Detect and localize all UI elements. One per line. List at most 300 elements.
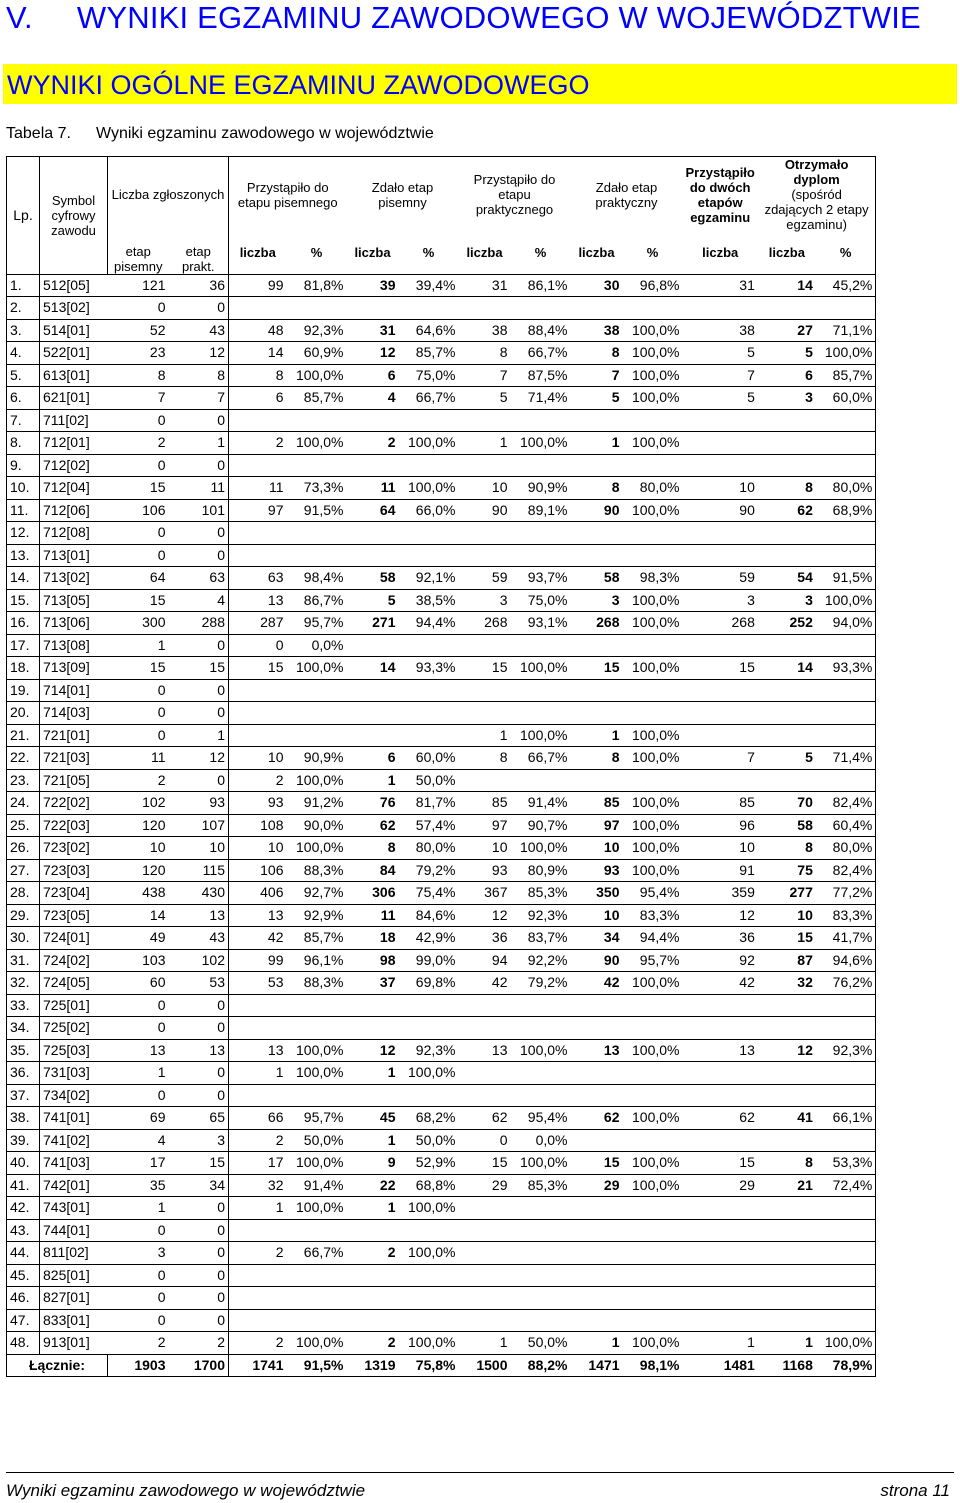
cell-value: 10 (683, 837, 758, 860)
table-row (7, 1219, 876, 1242)
cell-value (683, 702, 758, 725)
cell-value: 36 (459, 927, 511, 950)
cell-value (287, 1219, 347, 1242)
cell-value: 92,3% (511, 904, 571, 927)
cell-value: 22 (347, 1174, 399, 1197)
cell-value (459, 1062, 511, 1085)
row-number: 5. (7, 364, 40, 387)
table-row (7, 792, 876, 815)
table-row (7, 589, 876, 612)
cell-value: 29 (459, 1174, 511, 1197)
table-row (7, 454, 876, 477)
cell-value (229, 724, 287, 747)
cell-value (683, 1219, 758, 1242)
profession-code: 513[02] (40, 297, 108, 320)
cell-value (816, 994, 876, 1017)
cell-value (459, 1287, 511, 1310)
table-row (7, 724, 876, 747)
cell-value: 85,7% (287, 387, 347, 410)
cell-value (347, 994, 399, 1017)
cell-value: 306 (347, 882, 399, 905)
total-value: 1903 (108, 1354, 169, 1377)
cell-value: 11 (169, 477, 229, 500)
total-label: Łącznie: (7, 1354, 108, 1377)
cell-value (459, 634, 511, 657)
cell-value (816, 1062, 876, 1085)
cell-value: 93,3% (816, 657, 876, 680)
cell-value (511, 1309, 571, 1332)
table-row (7, 1039, 876, 1062)
row-number: 43. (7, 1219, 40, 1242)
cell-value: 93,7% (511, 567, 571, 590)
cell-value: 0 (108, 1084, 169, 1107)
cell-value: 0 (108, 679, 169, 702)
cell-value: 106 (229, 859, 287, 882)
cell-value: 92,9% (287, 904, 347, 927)
cell-value: 68,9% (816, 499, 876, 522)
cell-value (816, 1129, 876, 1152)
cell-value: 95,7% (623, 949, 683, 972)
cell-value (571, 1084, 623, 1107)
results-table (6, 156, 876, 1377)
cell-value (758, 1264, 816, 1287)
cell-value: 300 (108, 612, 169, 635)
table-row (7, 927, 876, 950)
cell-value (816, 544, 876, 567)
cell-value: 85,7% (287, 927, 347, 950)
cell-value (347, 1219, 399, 1242)
cell-value: 100,0% (511, 1152, 571, 1175)
table-row (7, 544, 876, 567)
cell-value: 82,4% (816, 792, 876, 815)
cell-value (347, 297, 399, 320)
cell-value (459, 994, 511, 1017)
cell-value (459, 522, 511, 545)
cell-value (816, 432, 876, 455)
cell-value (571, 1264, 623, 1287)
cell-value: 2 (108, 769, 169, 792)
profession-code: 741[03] (40, 1152, 108, 1175)
cell-value: 8 (347, 837, 399, 860)
cell-value: 32 (758, 972, 816, 995)
cell-value: 38 (459, 319, 511, 342)
profession-code: 613[01] (40, 364, 108, 387)
cell-value: 10 (229, 837, 287, 860)
cell-value: 100,0% (623, 792, 683, 815)
cell-value: 7 (169, 387, 229, 410)
profession-code: 621[01] (40, 387, 108, 410)
cell-value (816, 1264, 876, 1287)
cell-value: 48 (229, 319, 287, 342)
cell-value: 75,4% (399, 882, 459, 905)
row-number: 2. (7, 297, 40, 320)
row-number: 29. (7, 904, 40, 927)
cell-value (229, 1264, 287, 1287)
cell-value: 86,7% (287, 589, 347, 612)
cell-value: 63 (169, 567, 229, 590)
table-row (7, 904, 876, 927)
cell-value: 58 (758, 814, 816, 837)
sub-liczba: liczba (466, 245, 503, 261)
profession-code: 723[05] (40, 904, 108, 927)
cell-value: 50,0% (511, 1332, 571, 1355)
cell-value: 32 (229, 1174, 287, 1197)
cell-value: 100,0% (623, 342, 683, 365)
cell-value: 91,4% (287, 1174, 347, 1197)
cell-value: 115 (169, 859, 229, 882)
cell-value: 75,0% (399, 364, 459, 387)
profession-code: 713[09] (40, 657, 108, 680)
cell-value: 0 (229, 634, 287, 657)
cell-value: 0 (169, 454, 229, 477)
cell-value (459, 679, 511, 702)
row-number: 14. (7, 567, 40, 590)
row-number: 12. (7, 522, 40, 545)
cell-value: 87,5% (511, 364, 571, 387)
cell-value: 100,0% (287, 837, 347, 860)
cell-value: 83,3% (816, 904, 876, 927)
cell-value: 3 (571, 589, 623, 612)
cell-value: 0 (169, 679, 229, 702)
cell-value: 43 (169, 319, 229, 342)
cell-value: 100,0% (816, 342, 876, 365)
cell-value: 100,0% (399, 1197, 459, 1220)
profession-code: 522[01] (40, 342, 108, 365)
cell-value: 15 (758, 927, 816, 950)
row-number: 20. (7, 702, 40, 725)
cell-value (347, 634, 399, 657)
total-value: 1741 (229, 1354, 287, 1377)
cell-value (683, 1084, 758, 1107)
cell-value: 66,7% (511, 747, 571, 770)
cell-value: 3 (169, 1129, 229, 1152)
cell-value: 252 (758, 612, 816, 635)
cell-value (571, 1309, 623, 1332)
table-row (7, 1309, 876, 1332)
table-row (7, 499, 876, 522)
cell-value: 90 (571, 949, 623, 972)
cell-value: 100,0% (816, 589, 876, 612)
table-row (7, 1017, 876, 1040)
cell-value: 79,2% (511, 972, 571, 995)
cell-value: 97 (229, 499, 287, 522)
cell-value: 287 (229, 612, 287, 635)
col-zdalo-prakt: Zdało etap praktyczny (571, 157, 683, 233)
cell-value: 85,7% (399, 342, 459, 365)
col-przyst-pis: Przystąpiło do etapu pisemnego (229, 157, 347, 233)
cell-value: 52 (108, 319, 169, 342)
cell-value: 42,9% (399, 927, 459, 950)
cell-value: 80,0% (816, 477, 876, 500)
table-row (7, 1152, 876, 1175)
profession-code: 723[03] (40, 859, 108, 882)
cell-value: 107 (169, 814, 229, 837)
cell-value: 100,0% (399, 1332, 459, 1355)
table-row (7, 882, 876, 905)
profession-code: 714[01] (40, 679, 108, 702)
cell-value: 100,0% (623, 972, 683, 995)
cell-value: 7 (108, 387, 169, 410)
cell-value: 100,0% (287, 364, 347, 387)
cell-value (816, 1017, 876, 1040)
profession-code: 713[01] (40, 544, 108, 567)
cell-value: 2 (229, 432, 287, 455)
cell-value: 268 (571, 612, 623, 635)
profession-code: 825[01] (40, 1264, 108, 1287)
cell-value (816, 769, 876, 792)
cell-value: 59 (683, 567, 758, 590)
cell-value (816, 634, 876, 657)
total-value: 88,2% (511, 1354, 571, 1377)
row-number: 7. (7, 409, 40, 432)
cell-value: 6 (758, 364, 816, 387)
cell-value: 100,0% (511, 1039, 571, 1062)
cell-value (229, 454, 287, 477)
table-row (7, 747, 876, 770)
cell-value (758, 724, 816, 747)
cell-value: 92 (683, 949, 758, 972)
cell-value: 13 (459, 1039, 511, 1062)
cell-value: 10 (459, 477, 511, 500)
cell-value (758, 1062, 816, 1085)
cell-value: 1 (347, 1197, 399, 1220)
cell-value (816, 454, 876, 477)
cell-value: 1 (229, 1062, 287, 1085)
cell-value (287, 1017, 347, 1040)
cell-value (571, 994, 623, 1017)
cell-value (683, 634, 758, 657)
total-row (7, 1354, 876, 1377)
cell-value (758, 1219, 816, 1242)
cell-value: 36 (169, 274, 229, 297)
cell-value (571, 1129, 623, 1152)
table-row (7, 859, 876, 882)
sub-liczba: liczba (702, 245, 739, 261)
row-number: 34. (7, 1017, 40, 1040)
cell-value: 83,7% (511, 927, 571, 950)
cell-value: 100,0% (623, 319, 683, 342)
cell-value (459, 1242, 511, 1265)
cell-value (623, 1084, 683, 1107)
cell-value: 3 (108, 1242, 169, 1265)
cell-value (511, 1242, 571, 1265)
row-number: 1. (7, 274, 40, 297)
cell-value (816, 297, 876, 320)
cell-value (571, 769, 623, 792)
row-number: 21. (7, 724, 40, 747)
profession-code: 833[01] (40, 1309, 108, 1332)
cell-value: 62 (683, 1107, 758, 1130)
cell-value: 42 (571, 972, 623, 995)
cell-value: 13 (683, 1039, 758, 1062)
row-number: 13. (7, 544, 40, 567)
cell-value: 10 (571, 904, 623, 927)
subheading-text: WYNIKI OGÓLNE EGZAMINU ZAWODOWEGO (7, 70, 590, 100)
cell-value: 43 (169, 927, 229, 950)
sub-liczba: liczba (354, 245, 391, 261)
cell-value: 100,0% (623, 724, 683, 747)
profession-code: 741[01] (40, 1107, 108, 1130)
total-value: 1168 (758, 1354, 816, 1377)
cell-value: 92,3% (816, 1039, 876, 1062)
cell-value: 4 (347, 387, 399, 410)
table-row (7, 477, 876, 500)
cell-value: 87 (758, 949, 816, 972)
cell-value (758, 454, 816, 477)
cell-value: 31 (347, 319, 399, 342)
cell-value: 98,4% (287, 567, 347, 590)
cell-value: 0 (108, 409, 169, 432)
profession-code: 721[05] (40, 769, 108, 792)
cell-value: 42 (459, 972, 511, 995)
cell-value: 359 (683, 882, 758, 905)
cell-value: 97 (459, 814, 511, 837)
profession-code: 722[02] (40, 792, 108, 815)
cell-value: 29 (571, 1174, 623, 1197)
cell-value: 93,3% (399, 657, 459, 680)
row-number: 33. (7, 994, 40, 1017)
cell-value: 15 (108, 589, 169, 612)
cell-value: 8 (758, 837, 816, 860)
cell-value: 100,0% (623, 657, 683, 680)
cell-value: 5 (571, 387, 623, 410)
cell-value: 90 (683, 499, 758, 522)
col-otrzymalo-sub: (spośród zdających 2 etapy egzaminu) (764, 187, 869, 232)
profession-code: 724[01] (40, 927, 108, 950)
cell-value (571, 522, 623, 545)
cell-value: 8 (571, 477, 623, 500)
cell-value (287, 297, 347, 320)
cell-value (571, 409, 623, 432)
cell-value (287, 454, 347, 477)
cell-value (347, 724, 399, 747)
total-value: 1319 (347, 1354, 399, 1377)
cell-value: 13 (108, 1039, 169, 1062)
cell-value (229, 679, 287, 702)
table-row (7, 1264, 876, 1287)
cell-value: 7 (459, 364, 511, 387)
cell-value: 90,9% (511, 477, 571, 500)
row-number: 16. (7, 612, 40, 635)
cell-value: 15 (108, 477, 169, 500)
cell-value (399, 994, 459, 1017)
cell-value (623, 679, 683, 702)
cell-value (399, 1017, 459, 1040)
cell-value: 1 (571, 724, 623, 747)
sub-liczba: liczba (768, 245, 805, 261)
cell-value: 64 (108, 567, 169, 590)
row-number: 11. (7, 499, 40, 522)
cell-value: 10 (683, 477, 758, 500)
row-number: 23. (7, 769, 40, 792)
cell-value: 92,7% (287, 882, 347, 905)
cell-value: 53,3% (816, 1152, 876, 1175)
row-number: 25. (7, 814, 40, 837)
total-value: 75,8% (399, 1354, 459, 1377)
profession-code: 514[01] (40, 319, 108, 342)
cell-value (816, 1084, 876, 1107)
cell-value: 5 (683, 342, 758, 365)
row-number: 47. (7, 1309, 40, 1332)
cell-value: 0 (169, 522, 229, 545)
page-number: strona 11 (880, 1481, 950, 1500)
cell-value (758, 1129, 816, 1152)
cell-value: 0 (169, 1309, 229, 1332)
cell-value (229, 1219, 287, 1242)
total-value: 1481 (683, 1354, 758, 1377)
cell-value (758, 994, 816, 1017)
cell-value: 85,3% (511, 1174, 571, 1197)
cell-value: 96,1% (287, 949, 347, 972)
cell-value: 3 (758, 387, 816, 410)
cell-value: 100,0% (623, 1332, 683, 1355)
cell-value: 1 (459, 724, 511, 747)
cell-value: 8 (758, 477, 816, 500)
cell-value (816, 522, 876, 545)
cell-value: 91,5% (816, 567, 876, 590)
cell-value: 0 (108, 1219, 169, 1242)
cell-value: 0 (169, 702, 229, 725)
cell-value: 80,0% (816, 837, 876, 860)
cell-value: 71,4% (816, 747, 876, 770)
cell-value: 57,4% (399, 814, 459, 837)
cell-value: 89,1% (511, 499, 571, 522)
cell-value: 2 (347, 1332, 399, 1355)
cell-value: 77,2% (816, 882, 876, 905)
cell-value: 88,3% (287, 859, 347, 882)
cell-value (459, 1017, 511, 1040)
cell-value: 0 (108, 702, 169, 725)
cell-value: 42 (683, 972, 758, 995)
cell-value: 13 (229, 589, 287, 612)
cell-value (683, 679, 758, 702)
cell-value (347, 679, 399, 702)
cell-value (229, 994, 287, 1017)
cell-value: 90,7% (511, 814, 571, 837)
cell-value: 102 (169, 949, 229, 972)
cell-value (623, 297, 683, 320)
cell-value: 6 (347, 364, 399, 387)
cell-value: 100,0% (287, 769, 347, 792)
profession-code: 721[03] (40, 747, 108, 770)
cell-value: 37 (347, 972, 399, 995)
cell-value: 1 (347, 1129, 399, 1152)
cell-value (459, 297, 511, 320)
cell-value (623, 634, 683, 657)
cell-value (287, 522, 347, 545)
table-row (7, 567, 876, 590)
cell-value: 92,3% (287, 319, 347, 342)
cell-value: 8 (169, 364, 229, 387)
cell-value: 84 (347, 859, 399, 882)
cell-value: 90 (459, 499, 511, 522)
cell-value: 15 (169, 1152, 229, 1175)
cell-value (571, 634, 623, 657)
cell-value (816, 1197, 876, 1220)
cell-value: 35 (108, 1174, 169, 1197)
cell-value: 66,7% (511, 342, 571, 365)
cell-value: 63 (229, 567, 287, 590)
cell-value: 100,0% (287, 1197, 347, 1220)
cell-value (287, 1084, 347, 1107)
cell-value: 85,7% (816, 364, 876, 387)
cell-value (683, 544, 758, 567)
cell-value: 12 (347, 342, 399, 365)
cell-value: 11 (229, 477, 287, 500)
profession-code: 713[08] (40, 634, 108, 657)
row-number: 17. (7, 634, 40, 657)
cell-value: 71,1% (816, 319, 876, 342)
